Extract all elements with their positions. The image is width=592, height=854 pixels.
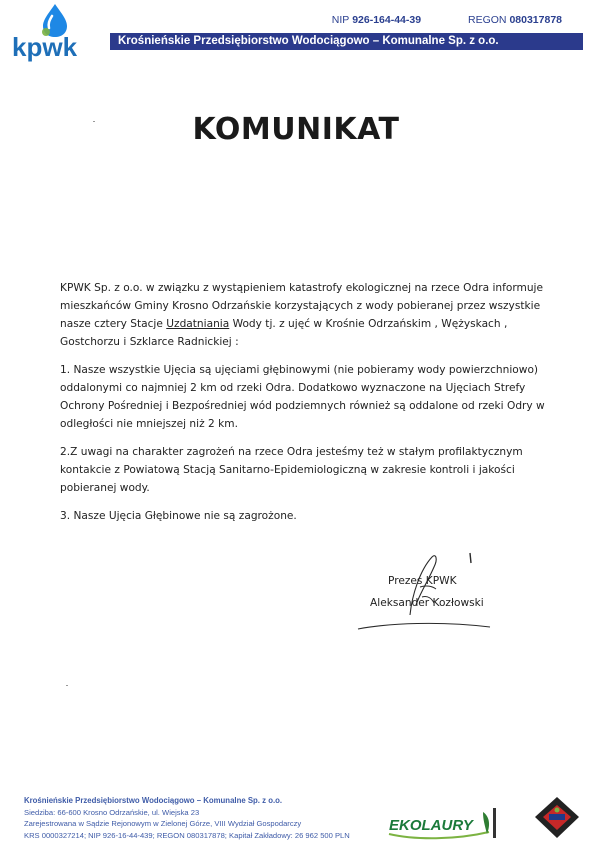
nip-value: 926-164-44-39: [352, 14, 422, 26]
regon-value: 080317878: [509, 14, 562, 26]
underlined-word: Uzdatniania: [166, 318, 230, 330]
intro-paragraph: KPWK Sp. z o.o. w związku z wystąpieniem katastrofy ekologicznej na rzece Odra informuje mieszkańców Gminy Krosno Odrzańskie korzystających z wody pobieranej przez wszystkie nasze cztery Stacje Uzdatniania Wody tj. z ujęć w Krośnie Odrzańskim , Wężyskach , Gostchorzu i Szklarce Radnickiej :: [60, 282, 543, 348]
signature-block: [370, 570, 484, 614]
point-1: 1. Nasze wszystkie Ujęcia są ujęciami głębinowymi (nie pobieramy wody powierzchniowo) oddalonymi co najmniej 2 km od rzeki Odra. Dodatkowo wyznaczone na Ujęciach Strefy Ochrony Pośredniej i Bezpośredniej wód podziemnych również są oddalone od rzeki Odry w odległości nie mniejszej niż 2 km.: [60, 364, 545, 430]
footer-numbers: KRS 0000327214; NIP 926-16-44-439; REGON 080317878; Kapitał Zakładowy: 26 962 500 PLN: [24, 830, 350, 840]
signatory-role: Prezes KPWK: [388, 575, 457, 587]
regon-label: REGON: [468, 14, 507, 26]
footer: [24, 795, 350, 841]
footer-address: Siedziba: 66-600 Krosno Odrzańskie, ul. Wiejska 23: [24, 807, 200, 817]
footer-registration: Zarejestrowana w Sądzie Rejonowym w Zielonej Górze, VIII Wydział Gospodarczy: [24, 819, 302, 828]
scan-dot: [66, 685, 68, 686]
signatory-name: Aleksander Kozłowski: [370, 597, 484, 609]
point-3: 3. Nasze Ujęcia Głębinowe nie są zagrożone.: [60, 510, 297, 522]
logo-text: kpwk: [12, 32, 78, 62]
announcement-body: [60, 279, 556, 535]
scan-dot: [93, 121, 95, 122]
nip-label: NIP: [331, 14, 350, 26]
page-title: KOMUNIKAT: [192, 112, 400, 147]
registration-numbers: [288, 14, 562, 26]
footer-company: Krośnieńskie Przedsiębiorstwo Wodociągowo – Komunalne Sp. z o.o.: [24, 796, 283, 805]
company-name-bar: Krośnieńskie Przedsiębiorstwo Wodociągowo – Komunalne Sp. z o.o.: [110, 33, 583, 50]
point-2: 2.Z uwagi na charakter zagrożeń na rzece Odra jesteśmy też w stałym profilaktycznym kontakcie z Powiatową Stacją Sanitarno-Epidemiologiczną w zakresie kontroli i jakości pobieranej wody.: [60, 446, 523, 494]
water-drop-logo-icon: [8, 2, 104, 62]
ekolaury-award-logo: [385, 806, 497, 842]
ekolaury-text: EKOLAURY: [389, 817, 473, 834]
kpwk-logo: [8, 2, 104, 62]
certification-badge-icon: [533, 795, 581, 840]
